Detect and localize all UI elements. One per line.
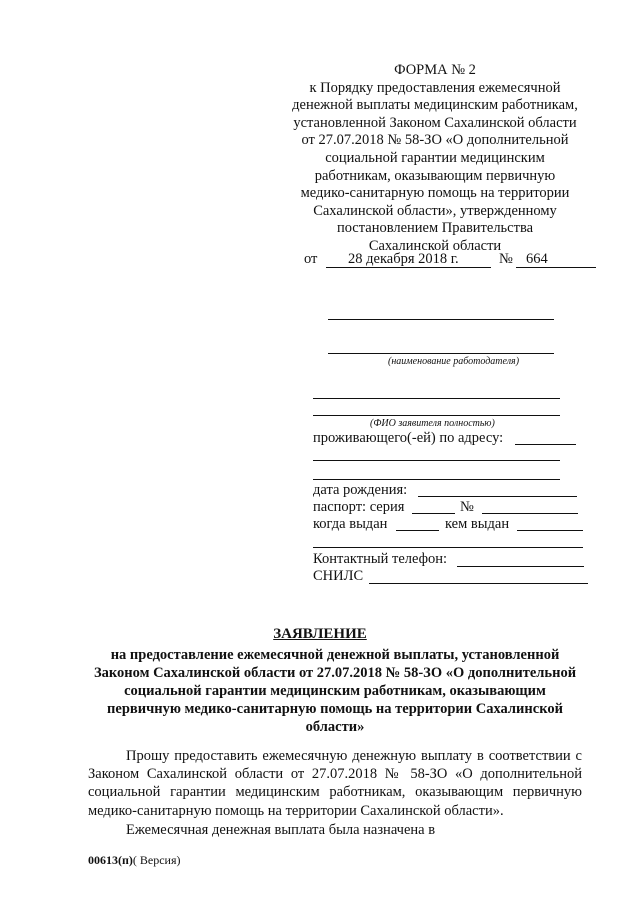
address-label: проживающего(-ей) по адресу: [313, 430, 504, 446]
header-line: медико-санитарную помощь на территории [300, 185, 570, 201]
address-line[interactable] [313, 479, 560, 480]
header-line: к Порядку предоставления ежемесячной [309, 80, 561, 96]
address-line[interactable] [313, 460, 560, 461]
header-line: денежной выплаты медицинским работникам, [292, 97, 578, 113]
statement-title: ЗАЯВЛЕНИЕ [273, 626, 367, 642]
statement-subtitle-line: Законом Сахалинской области от 27.07.2018 № 58-ЗО «О дополнительной [93, 665, 577, 681]
statement-subtitle-line: области» [305, 719, 365, 735]
applicant-name-line[interactable] [313, 415, 560, 416]
phone-label: Контактный телефон: [313, 551, 448, 567]
header-line: от 27.07.2018 № 58-ЗО «О дополнительной [301, 132, 569, 148]
header-line: постановлением Правительства [336, 220, 534, 236]
issued-when-line[interactable] [396, 530, 439, 531]
issued-by-label: кем выдан [445, 516, 510, 532]
snils-label: СНИЛС [313, 568, 364, 584]
passport-series-line[interactable] [412, 513, 455, 514]
number-prefix: № [499, 251, 513, 267]
statement-subtitle-line: первичную медико-санитарную помощь на территории Сахалинской [107, 701, 563, 717]
snils-line[interactable] [369, 583, 588, 584]
document-footer [88, 853, 181, 868]
header-line: работникам, оказывающим первичную [314, 168, 556, 184]
address-line[interactable] [515, 444, 576, 445]
passport-series-label: паспорт: серия [313, 499, 405, 515]
phone-line[interactable] [457, 566, 584, 567]
passport-number-line[interactable] [482, 513, 578, 514]
document-code: 00613(п) [88, 853, 133, 867]
statement-paragraph: Прошу предоставить ежемесячную денежную выплату в соответствии с Законом Сахалинской области от 27.07.2018 № 58-ЗО «О дополнительной социальной гарантии медицинским работникам, оказывающим первичную медико-санитарную помощь на территории Сахалинской области». [88, 748, 582, 819]
header-line: Сахалинской области [368, 238, 502, 254]
employer-caption: (наименование работодателя) [388, 356, 520, 367]
issued-when-label: когда выдан [313, 516, 388, 532]
passport-number-label: № [460, 499, 474, 515]
statement-paragraph: Ежемесячная денежная выплата была назначена в [126, 822, 436, 838]
statement-subtitle-line: на предоставление ежемесячной денежной выплаты, установленной [110, 647, 560, 663]
header-line: Сахалинской области», утвержденному [313, 203, 557, 219]
statement-subtitle-line: социальной гарантии медицинским работникам, оказывающим [124, 683, 546, 699]
issued-by-line[interactable] [313, 547, 583, 548]
header-line: социальной гарантии медицинским [325, 150, 545, 166]
birth-date-line[interactable] [418, 496, 577, 497]
applicant-name-line[interactable] [313, 398, 560, 399]
form-title: ФОРМА № 2 [394, 62, 476, 78]
birth-date-label: дата рождения: [313, 482, 408, 498]
decree-date: 28 декабря 2018 г. [348, 251, 459, 267]
employer-line[interactable] [328, 319, 554, 320]
date-prefix: от [304, 251, 318, 267]
issued-by-line[interactable] [517, 530, 583, 531]
applicant-caption: (ФИО заявителя полностью) [370, 418, 495, 429]
document-version: ( Версия) [132, 853, 181, 867]
decree-number: 664 [526, 251, 548, 267]
employer-line[interactable] [328, 353, 554, 354]
header-line: установленной Законом Сахалинской области [293, 115, 577, 131]
